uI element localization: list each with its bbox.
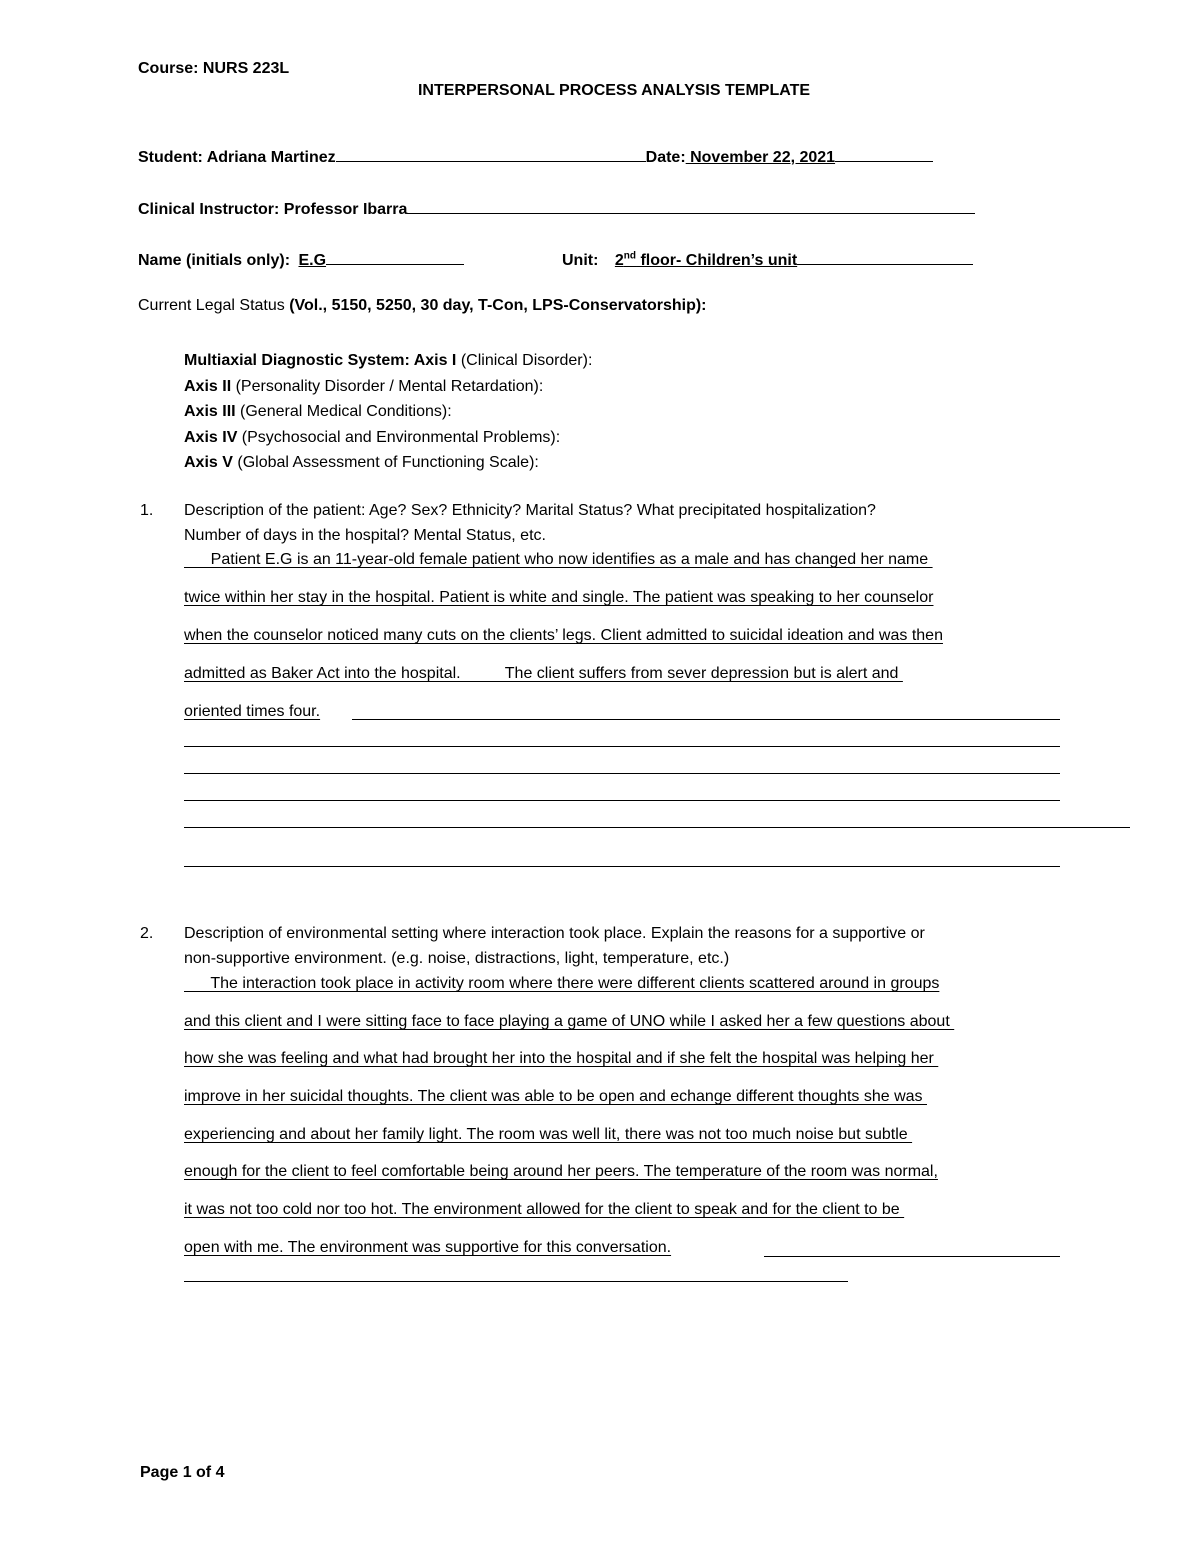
axis-v-label: Axis V xyxy=(184,454,233,471)
legal-status-options: (Vol., 5150, 5250, 30 day, T-Con, LPS-Conservatorship): xyxy=(289,297,707,314)
name-field xyxy=(138,250,464,270)
unit-value-suffix: nd xyxy=(623,250,637,262)
instructor-blank-line xyxy=(407,199,975,214)
axis-ii-label: Axis II xyxy=(184,377,232,395)
student-label: Student: Adriana Martinez xyxy=(138,149,336,166)
q1-answer-line: admitted as Baker Act into the hospital. The client suffers from sever depression but is alert and xyxy=(184,665,903,682)
legal-status-label xyxy=(138,297,707,315)
axis-iii-desc: (General Medical Conditions): xyxy=(235,403,452,420)
q2-number: 2. xyxy=(140,925,154,942)
unit-field xyxy=(562,250,973,270)
instructor-field xyxy=(138,199,975,219)
axis-iv-label: Axis IV xyxy=(184,428,238,446)
q2-blank-line xyxy=(184,1281,848,1282)
date-value: November 22, 2021 xyxy=(685,149,836,166)
axis-v-line xyxy=(184,450,592,476)
axis-i-line xyxy=(184,348,592,374)
q2-answer-line: improve in her suicidal thoughts. The client was able to be open and echange different thoughts she was xyxy=(184,1088,927,1105)
student-blank-line xyxy=(336,147,646,162)
q1-prompt-line2: Number of days in the hospital? Mental Status, etc. xyxy=(184,527,546,544)
unit-value-text: floor- Children’s unit xyxy=(636,252,798,269)
unit-label: Unit: xyxy=(562,252,599,269)
q2-prompt-line1: Description of environmental setting where interaction took place. Explain the reasons for a supportive or xyxy=(184,925,925,942)
q2-answer-line: how she was feeling and what had brought her into the hospital and if she felt the hospital was helping her xyxy=(184,1050,939,1067)
q2-blank-line xyxy=(764,1256,1060,1257)
q1-answer-line: Patient E.G is an 11-year-old female patient who now identifies as a male and has changed her name xyxy=(184,551,933,568)
student-field xyxy=(138,147,933,167)
date-label: Date: xyxy=(645,149,686,166)
q1-blank-line xyxy=(184,746,1060,747)
name-label: Name (initials only): xyxy=(138,252,291,269)
q2-answer-line: experiencing and about her family light. The room was well lit, there was not too much noise but subtle xyxy=(184,1126,913,1143)
q2-answer-line: it was not too cold nor too hot. The environment allowed for the client to speak and for the client to be xyxy=(184,1201,905,1218)
q1-prompt-line1: Description of the patient: Age? Sex? Ethnicity? Marital Status? What precipitated hospitalization? xyxy=(184,502,876,519)
axis-ii-desc: (Personality Disorder / Mental Retardation): xyxy=(231,377,544,395)
unit-value xyxy=(615,252,797,269)
axes-list xyxy=(184,348,592,476)
q2-answer-line: and this client and I were sitting face to face playing a game of UNO while I asked her a few questions about xyxy=(184,1013,955,1030)
q2-answer-line: The interaction took place in activity room where there were different clients scattered around in groups xyxy=(184,975,940,992)
name-value: E.G xyxy=(298,252,327,269)
axis-i-label: Multiaxial Diagnostic System: Axis I xyxy=(184,352,457,369)
name-blank-line xyxy=(326,250,464,265)
page-number: Page 1 of 4 xyxy=(140,1464,225,1481)
q1-blank-line xyxy=(184,773,1060,774)
axis-iv-line xyxy=(184,425,592,451)
axis-iii-line xyxy=(184,399,592,425)
q1-answer-line: oriented times four. xyxy=(184,703,321,720)
axis-ii-line xyxy=(184,374,592,400)
q2-prompt-line2: non-supportive environment. (e.g. noise, distractions, light, temperature, etc.) xyxy=(184,950,730,967)
q1-blank-line xyxy=(352,719,1060,720)
page-title: INTERPERSONAL PROCESS ANALYSIS TEMPLATE xyxy=(417,82,811,99)
unit-blank-line xyxy=(797,250,973,265)
q1-blank-line xyxy=(184,866,1060,867)
axis-i-desc: (Clinical Disorder): xyxy=(456,352,593,369)
q1-answer-line: twice within her stay in the hospital. Patient is white and single. The patient was speaking to her counselor xyxy=(184,589,934,606)
date-blank-line xyxy=(835,147,933,162)
axis-v-desc: (Global Assessment of Functioning Scale): xyxy=(232,454,539,471)
course-label: Course: NURS 223L xyxy=(138,60,290,77)
legal-status-prefix: Current Legal Status xyxy=(138,297,290,314)
unit-value-number: 2 xyxy=(614,252,624,269)
q1-blank-line xyxy=(184,800,1060,801)
instructor-label: Clinical Instructor: Professor Ibarra xyxy=(138,201,408,218)
q2-answer-line: enough for the client to feel comfortable being around her peers. The temperature of the room was normal, xyxy=(184,1163,938,1180)
q1-answer-line: when the counselor noticed many cuts on the clients’ legs. Client admitted to suicidal ideation and was then xyxy=(184,627,943,644)
axis-iii-label: Axis III xyxy=(184,403,236,420)
q2-answer-line: open with me. The environment was supportive for this conversation. xyxy=(184,1239,672,1256)
q1-blank-line xyxy=(184,827,1130,828)
q1-number: 1. xyxy=(140,502,154,519)
axis-iv-desc: (Psychosocial and Environmental Problems): xyxy=(237,428,561,446)
